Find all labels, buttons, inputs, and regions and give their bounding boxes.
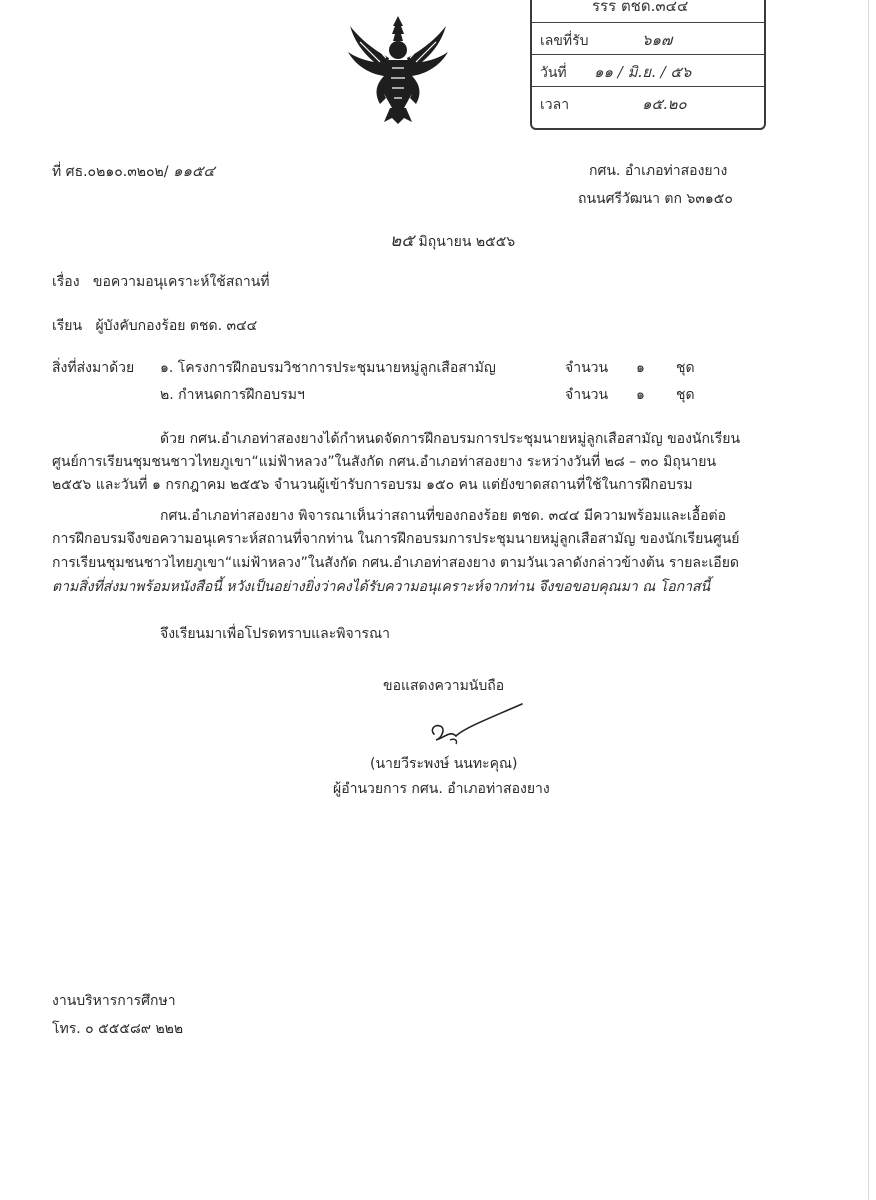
- footer-phone: โทร. ๐ ๕๕๕๘๙ ๒๒๒: [52, 1021, 184, 1037]
- enclosure-qty: ๑: [636, 360, 645, 376]
- stamp-label: เลขที่รับ: [540, 33, 589, 49]
- receipt-stamp: [530, 0, 766, 130]
- regards: ขอแสดงความนับถือ: [383, 678, 505, 694]
- enclosure-item-2: ๒. กำหนดการฝึกอบรมฯ: [160, 387, 305, 403]
- handwritten-signature-icon: [420, 700, 530, 748]
- body-p1-line-3: ๒๕๕๖ และวันที่ ๑ กรกฎาคม ๒๕๕๖ จำนวนผู้เข้ารับการอบรม ๑๕๐ คน แต่ยังขาดสถานที่ใช้ในการฝึกอบรม: [52, 477, 693, 493]
- reference-prefix: ที่ ศธ.๐๒๑๐.๓๒๐๒/: [52, 164, 169, 180]
- date-day-handwritten: ๒๕: [390, 231, 415, 251]
- stamp-value: ๖๑๗: [642, 31, 673, 49]
- office-address: ถนนศรีวัฒนา ตก ๖๓๑๕๐: [578, 191, 733, 207]
- garuda-emblem-icon: [340, 12, 456, 128]
- stamp-row-date: [532, 54, 764, 87]
- enclosure-unit: ชุด: [676, 360, 695, 376]
- signer-name: (นายวีระพงษ์ นนทะคุณ): [370, 756, 518, 772]
- scan-edge-divider: [868, 0, 869, 1200]
- stamp-header: รรร ตชด.๓๔๔: [592, 0, 689, 15]
- closing-line: จึงเรียนมาเพื่อโปรดทราบและพิจารณา: [160, 626, 390, 642]
- recipient-line: [52, 317, 257, 335]
- enclosure-item-1: ๑. โครงการฝึกอบรมวิชาการประชุมนายหมู่ลูกเสือสามัญ: [160, 360, 496, 376]
- subject-text: ขอความอนุเคราะห์ใช้สถานที่: [92, 274, 270, 290]
- letter-date: [390, 232, 515, 251]
- reference-handwritten: ๑๑๕๔: [172, 162, 215, 180]
- enclosures-label: สิ่งที่ส่งมาด้วย: [52, 360, 135, 376]
- office-name: กศน. อำเภอท่าสองยาง: [589, 163, 728, 179]
- enclosure-unit: ชุด: [676, 387, 695, 403]
- enclosure-qty-label: จำนวน: [565, 387, 609, 403]
- stamp-value: ๑๑ / มิ.ย. / ๕๖: [594, 63, 692, 81]
- subject-line: [52, 273, 270, 291]
- recipient-label: เรียน: [52, 318, 83, 334]
- stamp-value: ๑๕.๒๐: [642, 95, 687, 113]
- subject-label: เรื่อง: [52, 274, 80, 290]
- footer-department: งานบริหารการศึกษา: [52, 993, 176, 1009]
- body-p2-line-3: การเรียนชุมชนชาวไทยภูเขา“แม่ฟ้าหลวง”ในสังกัด กศน.อำเภอท่าสองยาง ตามวันเวลาดังกล่าวข้างต้น รายละเอียด: [52, 555, 739, 571]
- stamp-row-received: [532, 22, 764, 55]
- stamp-label: วันที่: [540, 65, 567, 81]
- body-p2-line-4: ตามสิ่งที่ส่งมาพร้อมหนังสือนี้ หวังเป็นอย่างยิ่งว่าคงได้รับความอนุเคราะห์จากท่าน จึงขอขอบคุณมา ณ โอกาสนี้: [52, 579, 711, 595]
- reference-number: [52, 162, 215, 181]
- body-p2-line-1: กศน.อำเภอท่าสองยาง พิจารณาเห็นว่าสถานที่ของกองร้อย ตชด. ๓๔๔ มีความพร้อมและเอื้อต่อ: [160, 508, 727, 524]
- stamp-label: เวลา: [540, 97, 570, 113]
- stamp-row-time: [532, 86, 764, 118]
- date-month-year: มิถุนายน ๒๕๕๖: [418, 234, 516, 250]
- body-p1-line-1: ด้วย กศน.อำเภอท่าสองยางได้กำหนดจัดการฝึกอบรมการประชุมนายหมู่ลูกเสือสามัญ ของนักเรียน: [160, 431, 741, 447]
- stamp-header-row: [532, 0, 764, 23]
- body-p2-line-2: การฝึกอบรมจึงขอความอนุเคราะห์สถานที่จากท่าน ในการฝึกอบรมการประชุมนายหมู่ลูกเสือสามัญ ของนักเรียนศูนย์: [52, 531, 740, 547]
- recipient-text: ผู้บังคับกองร้อย ตชด. ๓๔๔: [95, 318, 258, 334]
- body-p1-line-2: ศูนย์การเรียนชุมชนชาวไทยภูเขา“แม่ฟ้าหลวง”ในสังกัด กศน.อำเภอท่าสองยาง ระหว่างวันที่ ๒๘ – ๓๐ มิถุนายน: [52, 454, 717, 470]
- enclosure-qty: ๑: [636, 387, 645, 403]
- signer-position: ผู้อำนวยการ กศน. อำเภอท่าสองยาง: [333, 781, 550, 797]
- enclosure-qty-label: จำนวน: [565, 360, 609, 376]
